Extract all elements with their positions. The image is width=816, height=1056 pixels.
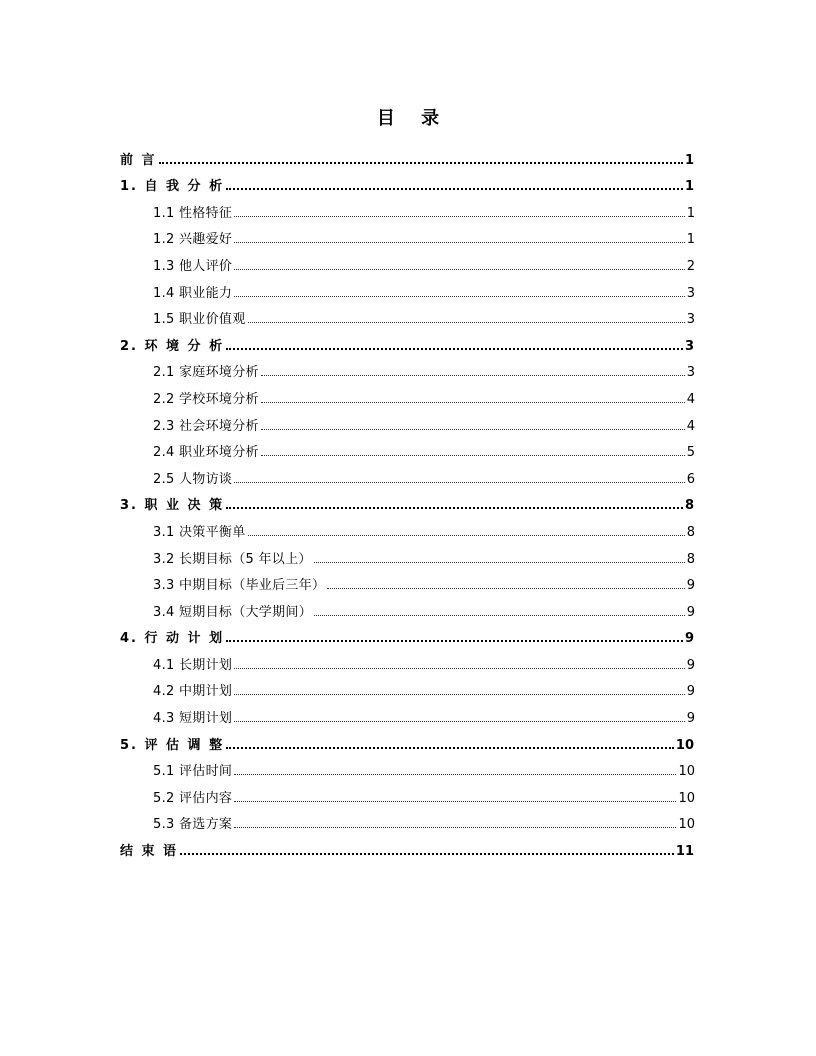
toc-entry-label: 4. 行 动 计 划 (120, 631, 225, 647)
toc-section-entry[interactable] (120, 247, 695, 274)
toc-entry-label: 3.3 中期目标（毕业后三年） (153, 578, 326, 594)
dot-leader (234, 801, 676, 802)
toc-page-number: 3 (684, 338, 694, 354)
dot-leader (234, 269, 685, 270)
toc-entry-label: 1.1 性格特征 (153, 205, 233, 221)
toc-page-number: 9 (686, 604, 695, 620)
toc-section-entry[interactable] (120, 806, 695, 833)
dot-leader (327, 588, 684, 589)
toc-entry-label: 1.4 职业能力 (153, 285, 233, 301)
toc-page-number: 1 (684, 179, 694, 195)
toc-section-entry[interactable] (120, 221, 695, 248)
toc-section-entry[interactable] (120, 567, 695, 594)
toc-entry-label: 1. 自 我 分 析 (120, 179, 225, 195)
toc-entry-label: 2. 环 境 分 析 (120, 338, 225, 354)
dot-leader (261, 429, 685, 430)
toc-page-number: 1 (684, 152, 694, 168)
toc-page-number: 9 (686, 578, 695, 594)
toc-entry-label: 3. 职 业 决 策 (120, 498, 225, 514)
toc-section-entry[interactable] (120, 593, 695, 620)
toc-page-number: 10 (678, 790, 695, 806)
toc-section-entry[interactable] (120, 407, 695, 434)
toc-page-number: 9 (684, 631, 694, 647)
toc-section-entry[interactable] (120, 194, 695, 221)
toc-page-number: 9 (686, 711, 695, 727)
page-title: 目 录 (376, 108, 450, 129)
toc-chapter-entry[interactable] (120, 832, 694, 859)
toc-page-number: 10 (675, 737, 694, 753)
toc-chapter-entry[interactable] (120, 620, 694, 647)
toc-section-entry[interactable] (120, 274, 695, 301)
toc-entry-label: 前 言 (120, 152, 157, 168)
dot-leader (261, 402, 685, 403)
toc-section-entry[interactable] (120, 646, 695, 673)
toc-section-entry[interactable] (120, 540, 695, 567)
toc-page-number: 3 (686, 285, 695, 301)
dot-leader (248, 535, 685, 536)
toc-entry-label: 2.4 职业环境分析 (153, 445, 259, 461)
toc-entry-label: 3.2 长期目标（5 年以上） (153, 551, 312, 567)
dot-leader (234, 694, 685, 695)
dot-leader (234, 482, 685, 483)
dot-leader (314, 615, 685, 616)
toc-page-number: 1 (686, 232, 695, 248)
toc-chapter-entry[interactable] (120, 726, 694, 753)
dot-leader (234, 774, 676, 775)
toc-entry-label: 1.2 兴趣爱好 (153, 232, 233, 248)
toc-section-entry[interactable] (120, 301, 695, 328)
toc-chapter-entry[interactable] (120, 487, 694, 514)
toc-page-number: 10 (678, 764, 695, 780)
toc-page-number: 11 (675, 844, 694, 860)
dot-leader (261, 375, 685, 376)
toc-page-number: 8 (684, 498, 694, 514)
dot-leader (226, 348, 683, 350)
toc-section-entry[interactable] (120, 434, 695, 461)
table-of-contents (120, 141, 695, 859)
toc-section-entry[interactable] (120, 699, 695, 726)
dot-leader (226, 188, 683, 190)
toc-entry-label: 结 束 语 (120, 844, 179, 860)
toc-entry-label: 4.3 短期计划 (153, 711, 233, 727)
toc-page-number: 3 (686, 312, 695, 328)
dot-leader (314, 562, 685, 563)
toc-entry-label: 1.5 职业价值观 (153, 312, 246, 328)
toc-page-number: 8 (686, 524, 695, 540)
toc-section-entry[interactable] (120, 673, 695, 700)
toc-section-entry[interactable] (120, 753, 695, 780)
dot-leader (234, 668, 685, 669)
toc-entry-label: 2.1 家庭环境分析 (153, 365, 259, 381)
toc-page-number: 3 (686, 365, 695, 381)
toc-entry-label: 5.1 评估时间 (153, 764, 233, 780)
toc-page-number: 1 (686, 205, 695, 221)
toc-entry-label: 5.2 评估内容 (153, 790, 233, 806)
toc-page-number: 10 (678, 817, 695, 833)
toc-page-number: 4 (686, 418, 695, 434)
dot-leader (234, 216, 685, 217)
dot-leader (180, 853, 674, 855)
toc-entry-label: 3.4 短期目标（大学期间） (153, 604, 313, 620)
toc-page-number: 2 (686, 258, 695, 274)
toc-page-number: 5 (686, 445, 695, 461)
dot-leader (159, 162, 683, 164)
toc-page-number: 9 (686, 684, 695, 700)
dot-leader (226, 507, 683, 509)
toc-section-entry[interactable] (120, 779, 695, 806)
toc-entry-label: 3.1 决策平衡单 (153, 524, 246, 540)
toc-entry-label: 4.2 中期计划 (153, 684, 233, 700)
toc-entry-label: 2.5 人物访谈 (153, 471, 233, 487)
toc-page-number: 4 (686, 391, 695, 407)
dot-leader (234, 827, 676, 828)
toc-chapter-entry[interactable] (120, 141, 694, 168)
dot-leader (234, 296, 685, 297)
toc-entry-label: 5.3 备选方案 (153, 817, 233, 833)
dot-leader (226, 640, 683, 642)
toc-section-entry[interactable] (120, 380, 695, 407)
toc-entry-label: 4.1 长期计划 (153, 657, 233, 673)
toc-section-entry[interactable] (120, 354, 695, 381)
toc-page-number: 6 (686, 471, 695, 487)
toc-entry-label: 2.2 学校环境分析 (153, 391, 259, 407)
dot-leader (234, 721, 685, 722)
toc-entry-label: 1.3 他人评价 (153, 258, 233, 274)
dot-leader (234, 242, 685, 243)
dot-leader (226, 747, 674, 749)
toc-entry-label: 2.3 社会环境分析 (153, 418, 259, 434)
toc-section-entry[interactable] (120, 513, 695, 540)
toc-chapter-entry[interactable] (120, 168, 694, 195)
dot-leader (248, 322, 685, 323)
toc-page-number: 8 (686, 551, 695, 567)
dot-leader (261, 455, 685, 456)
toc-section-entry[interactable] (120, 460, 695, 487)
toc-entry-label: 5. 评 估 调 整 (120, 737, 225, 753)
toc-chapter-entry[interactable] (120, 327, 694, 354)
toc-page-number: 9 (686, 657, 695, 673)
